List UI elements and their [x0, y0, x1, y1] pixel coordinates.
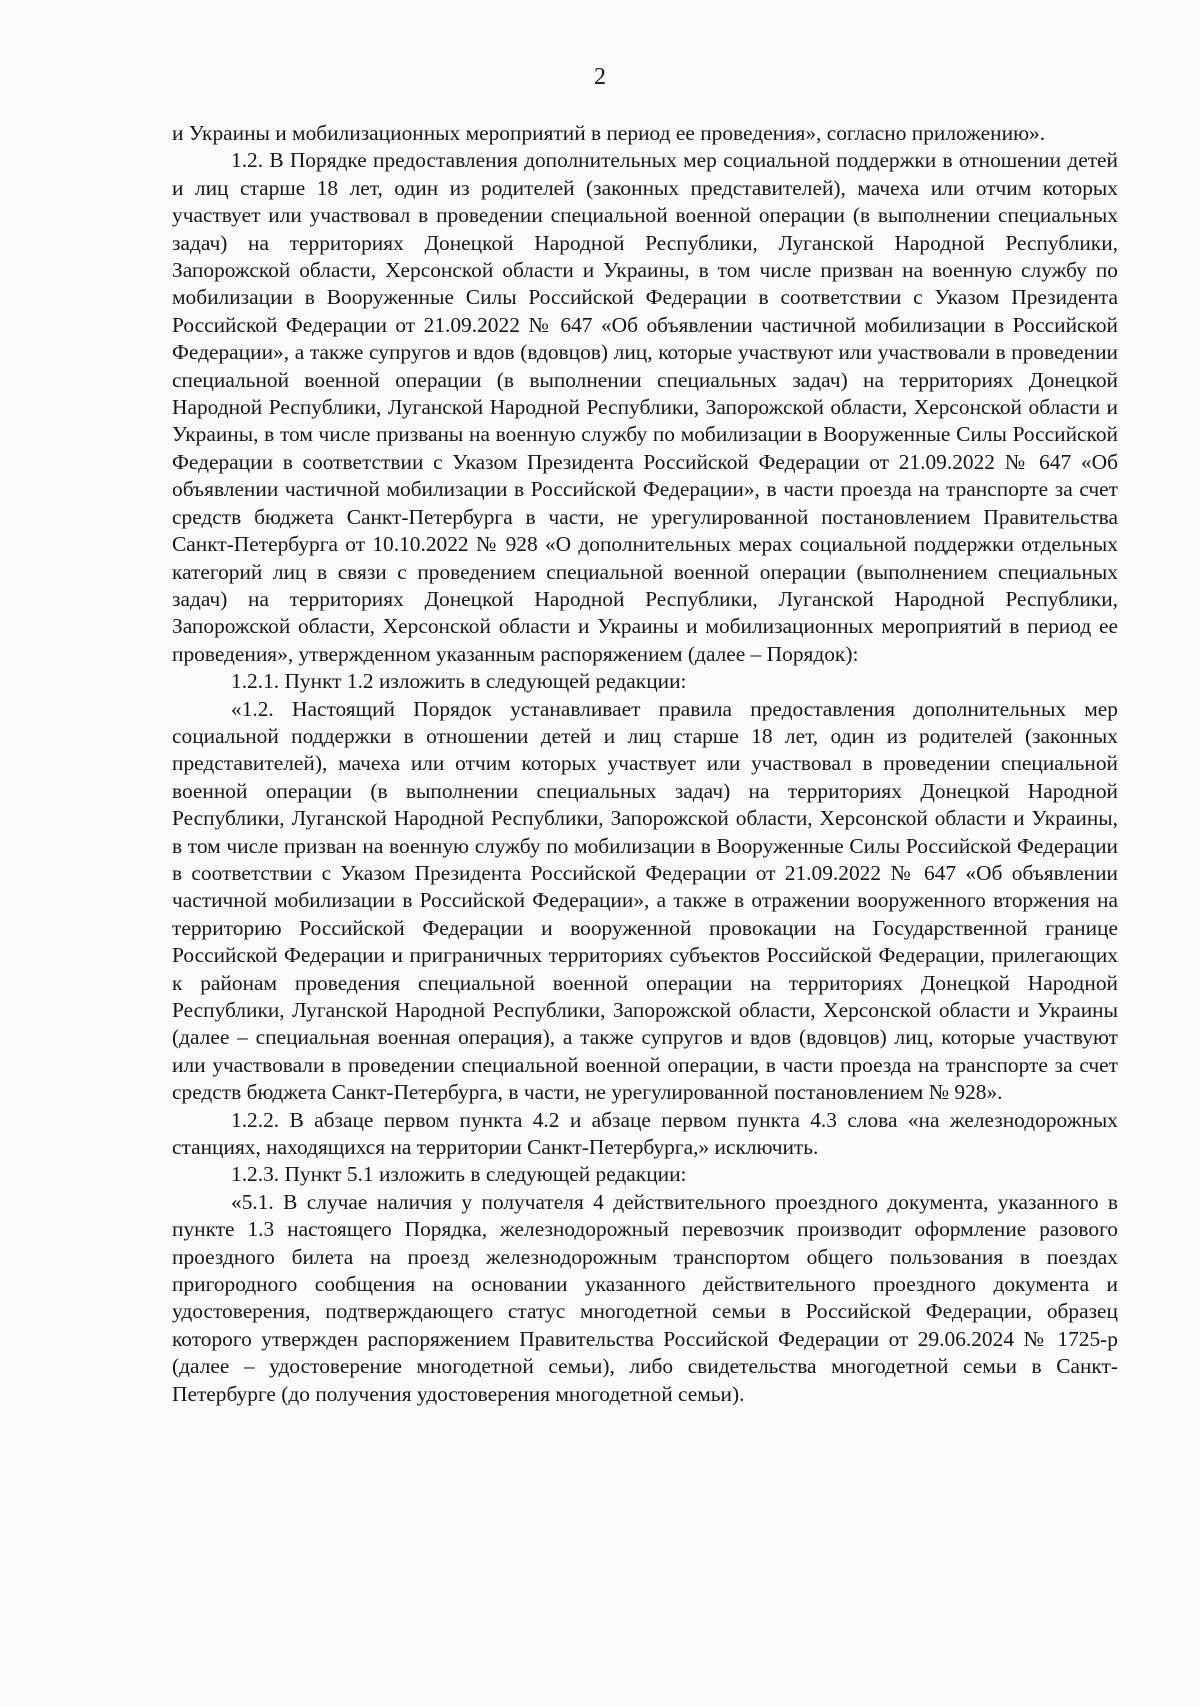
paragraph: 1.2.1. Пункт 1.2 изложить в следующей редакции: — [231, 669, 687, 694]
paragraph: и Украины и мобилизационных мероприятий в период ее проведения», согласно приложению». — [172, 121, 1046, 145]
paragraph: «1.2. Настоящий Порядок устанавливает правила предоставления дополнительных мер социальной поддержки в отношении детей и лиц старше 18 лет, один из родителей (законных представителей), мачеха или отчим которых участвует или участвовал в проведении специальной военной операции (в выполнении специальных задач) на территориях Донецкой Народной Республики, Луганской Народной Республики, Запорожской области, Херсонской области и Украины, в том числе призван на военную службу по мобилизации в Вооруженные Силы Российской Федерации в соответствии с Указом Президента Российской Федерации от 21.09.2022 № 647 «Об объявлении частичной мобилизации в Российской Федерации», а также в отражении вооруженного вторжения на территорию Российской Федерации и вооруженной провокации на Государственной границе Российской Федерации и приграничных территориях субъектов Российской Федерации, прилегающих к районам проведения специальной военной операции на территориях Донецкой Народной Республики, Луганской Народной Республики, Запорожской области, Херсонской области и Украины (далее – специальная военная операция), а также супругов и вдов (вдовцов) лиц, которые участвуют или участвовали в проведении специальной военной операции, в части проезда на транспорте за счет средств бюджета Санкт-Петербурга, в части, не урегулированной постановлением № 928». — [172, 696, 1118, 1105]
paragraph: 1.2.2. В абзаце первом пункта 4.2 и абзаце первом пункта 4.3 слова «на железнодорожных станциях, находящихся на территории Санкт-Петербурга,» исключить. — [172, 1107, 1118, 1160]
page-number: 2 — [594, 64, 606, 90]
paragraph: 1.2. В Порядке предоставления дополнительных мер социальной поддержки в отношении детей и лиц старше 18 лет, один из родителей (законных представителей), мачеха или отчим которых участвует или участвовал в проведении специальной военной операции (в выполнении специальных задач) на территориях Донецкой Народной Республики, Луганской Народной Республики, Запорожской области, Херсонской области и Украины, в том числе призван на военную службу по мобилизации в Вооруженные Силы Российской Федерации в соответствии с Указом Президента Российской Федерации от 21.09.2022 № 647 «Об объявлении частичной мобилизации в Российской Федерации», а также супругов и вдов (вдовцов) лиц, которые участвуют или участвовали в проведении специальной военной операции (в выполнении специальных задач) на территориях Донецкой Народной Республики, Луганской Народной Республики, Запорожской области, Херсонской области и Украины, в том числе призваны на военную службу по мобилизации в Вооруженные Силы Российской Федерации в соответствии с Указом Президента Российской Федерации от 21.09.2022 № 647 «Об объявлении частичной мобилизации в Российской Федерации», в части проезда на транспорте за счет средств бюджета Санкт-Петербурга в части, не урегулированной постановлением Правительства Санкт-Петербурга от 10.10.2022 № 928 «О дополнительных мерах социальной поддержки отдельных категорий лиц в связи с проведением специальной военной операции (выполнением специальных задач) на территориях Донецкой Народной Республики, Луганской Народной Республики, Запорожской области, Херсонской области и Украины и мобилизационных мероприятий в период ее проведения», утвержденном указанным распоряжением (далее – Порядок): — [172, 148, 1118, 666]
paragraph: «5.1. В случае наличия у получателя 4 действительного проездного документа, указанного в пункте 1.3 настоящего Порядка, железнодорожный перевозчик производит оформление разового проездного билета на проезд железнодорожным транспортом общего пользования в поездах пригородного сообщения на основании указанного действительного проездного документа и удостоверения, подтверждающего статус многодетной семьи в Российской Федерации, образец которого утвержден распоряжением Правительства Российской Федерации от 29.06.2024 № 1725-р (далее – удостоверение многодетной семьи), либо свидетельства многодетной семьи в Санкт-Петербурге (до получения удостоверения многодетной семьи). — [172, 1189, 1118, 1406]
document-body — [172, 120, 1118, 1408]
paragraph: 1.2.3. Пункт 5.1 изложить в следующей редакции: — [231, 1162, 687, 1187]
